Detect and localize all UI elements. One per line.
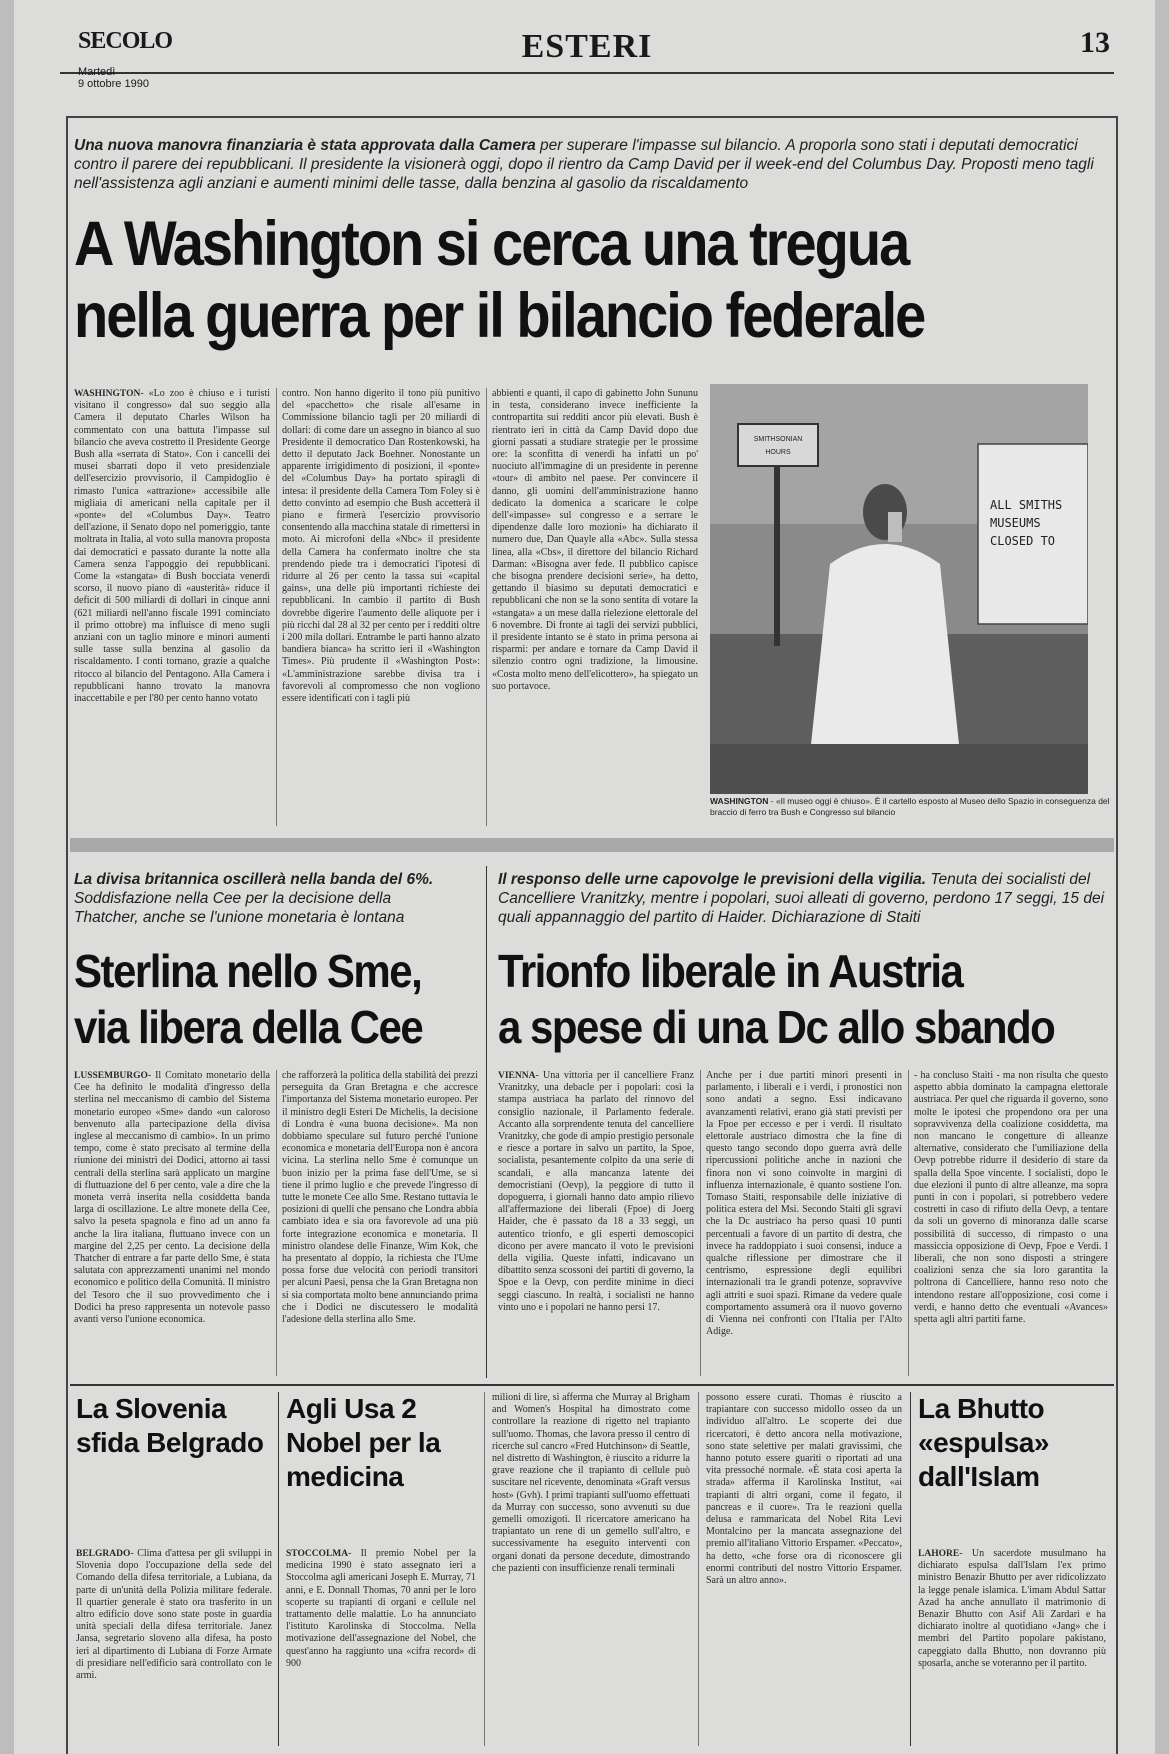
sterlina-column-2 xyxy=(282,1070,478,1378)
sterlina-column-1 xyxy=(74,1070,270,1378)
photo-caption xyxy=(710,796,1110,818)
page-header xyxy=(60,22,1114,90)
nobel-headline: Agli Usa 2 Nobel per la medicina xyxy=(286,1393,441,1492)
svg-text:SMITHSONIAN: SMITHSONIAN xyxy=(753,436,803,443)
column-rule xyxy=(486,388,487,826)
photo-caption-place: WASHINGTON xyxy=(710,796,769,806)
section-title: ESTERI xyxy=(521,28,653,65)
slovenia-dateline: BELGRADO xyxy=(76,1549,131,1559)
issue-full-date: 9 ottobre 1990 xyxy=(78,78,149,90)
bhutto-dateline: LAHORE xyxy=(918,1549,960,1559)
lead-column-3 xyxy=(492,388,698,828)
austria-column-2 xyxy=(706,1070,902,1378)
museum-photo-illustration xyxy=(710,384,1088,794)
bhutto-headline: La Bhutto «espulsa» dall'Islam xyxy=(918,1393,1049,1492)
lead-col2-text: contro. Non hanno digerito il tono più punitivo del «pacchetto» che risale all'esame in Commissione bilancio tagli per 20 miliardi di dollari: di come dare un assegno in bianco al suo Presidente il democratico Dan Rostenkowski, ha detto il deputato Jack Boehner. Nonostante un apparente irrigidimento di posizioni, il «ponte» del «Columbus Day» ha portato spiragli di intesa: il presidente della Camera Tom Foley si è detto convinto ad esempio che Bush accetterà il piano e firmerà l'esercizio provvisorio consentendo alla macchina statale di rimettersi in moto. Ai microfoni della «Nbc» il presidente della Camera ha confermato inoltre che sta prendendo piede tra i democratici l'ipotesi di ridurre al 26 per cento la tassa sui «capital gains», una delle più importanti richieste dei repubblicani. In cambio il partito di Bush dovrebbe digerire l'aumento delle aliquote per i più ricchi dal 28 al 32 per cento per i redditi oltre i 200 mila dollari. Entrambe le parti hanno alzato bandiera bianca» ha scritto ieri il «Washington Times». Più prudente il «Washington Post»: «L'amministrazione sarebbe divisa tra i favorevoli al compromesso che non vogliono essere identificati con i tagli più xyxy=(282,388,480,705)
lead-headline xyxy=(74,208,1104,358)
page-number: 13 xyxy=(1080,26,1110,59)
sterlina-kicker xyxy=(74,870,454,932)
sterlina-kicker-bold: La divisa britannica oscillerà nella banda del 6%. xyxy=(74,871,434,888)
sterlina-headline-line2: via libera della Cee xyxy=(74,1001,423,1053)
newspaper-page xyxy=(14,0,1155,1754)
section-divider-band xyxy=(70,838,1114,852)
austria-column-3 xyxy=(914,1070,1108,1378)
nobel-column-3 xyxy=(706,1392,902,1744)
lead-column-2 xyxy=(282,388,480,828)
slovenia-headline: La Slovenia sfida Belgrado xyxy=(76,1393,264,1458)
austria-col3-text: - ha concluso Staiti - ma non risulta che questo aspetto abbia dominato la campagna elettorale austriaca. Per quel che riguarda il governo, sono molte le ipotesi che propendono ora per una sopravvivenza della coalizione cosiddetta, ma non mancano le congetture di alleanze alternative, considerato che l'umiliazione della Oevp potrebbe ridurre il desiderio di stare da spalla della Spoe vincente. I socialisti, dopo le due elezioni il punto di altre alleanze, ma sopra punti in con i popolari, si potrebbero vedere costretti in caso di rifiuto della Oevp, a tentare da soli un governo di minoranza dalle scarse possibilità di successo, di rimpasto o una massiccia opposizione di Oevp, Fpoe e Verdi. I liberali, che non sono disposti a stringere coalizioni senza che sia loro garantita la poltrona di Cancelliere, hanno reso noto che intendono restare all'opposizione, così come i verdi, e hanno detto che eventuali «Avances» spetta agli altri partiti farne. xyxy=(914,1070,1108,1326)
issue-weekday: Martedì xyxy=(78,66,116,78)
svg-text:MUSEUMS: MUSEUMS xyxy=(990,516,1041,530)
nobel-col1-text: - Il premio Nobel per la medicina 1990 è stato assegnato ieri a Stoccolma agli americani Joseph E. Murray, 71 anni, e E. Donnall Thomas, 70 anni per le loro scoperte su trapianti di organi e cellule nel trattamento delle malattie. Lo ha annunciato l'istituto Karolinska di Stoccolma. Nella motivazione dell'assegnazione del Nobel, che quest'anno ha raggiunto una «cifra record» di 900 xyxy=(286,1548,476,1669)
sterlina-kicker-rest: Soddisfazione nella Cee per la decisione della Thatcher, anche se l'unione monetaria è lontana xyxy=(74,890,405,926)
austria-col1-text: - Una vittoria per il cancelliere Franz Vranitzky, una debacle per i popolari: così la stampa austriaca ha parlato del rinnovo del consiglio nazionale, il Parlamento federale. Accanto alla sorprendente tenuta del cancelliere Vranitzky, che gode di ampio prestigio personale e riesce a portare in salvo un partito, la Spoe, socialista, pesantemente colpito da una serie di scandali, e alla mancanza latente dei democristiani (Oevp), la peggiore di tutto il dopoguerra, i giornali hanno dato ampio rilievo all'affermazione dei liberali (Fpoe) di Joerg Haider, che è passato da 18 a 33 seggi, un autentico trionfo, e gli esperti demoscopici dicono per avere mancato il voto le previsioni della vigilia. Queste infatti, indicavano un dibattito senza scossoni dei partiti di governo, la Spoe e la Oevp, con perdite minime in dieci seggi ciascuno. In realtà, i socialisti ne hanno vinto uno e i popolari ne hanno persi 17. xyxy=(498,1070,694,1313)
column-rule xyxy=(276,388,277,826)
issue-date xyxy=(78,66,149,90)
column-rule xyxy=(698,1392,699,1746)
lead-kicker xyxy=(74,136,1104,198)
nobel-col3-text: possono essere curati. Thomas è riuscito a trapiantare con successo midollo osseo da un individuo all'altro. Le scoperte dei due ricercatori, è detto ancora nella motivazione, sono state selettive per malati gravissimi, che hanno potuto essere guariti o riportati ad una vita pressoché normale. «È stata così aperta la strada» afferma il Karolinska Institut, «ai trapianti di altri organi, come il fegato, il pancreas e il cuore». Tra le reazioni quella delusa e rammaricata del Nobel Rita Levi Montalcino per la mancata assegnazione del premio all'italiano Vittorio Erspamer. «Peccato», ha detto, «che forse ora di riconoscere gli enormi contributi del nostro Vittorio Erspamer. Sarà un altro anno». xyxy=(706,1392,902,1587)
sterlina-headline-line1: Sterlina nello Sme, xyxy=(74,945,422,997)
austria-headline-line2: a spese di una Dc allo sbando xyxy=(498,1001,1055,1053)
lead-col1-text: - «Lo zoo è chiuso e i turisti visitano il congresso» dal suo seggio alla Camera il deputato Charles Wilson ha commentato con una battuta l'impasse sul bilancio che aveva costretto il Presidente George Bush alla «serrata di Stato». Con i cancelli dei musei sbarrati dopo il veto presidenziale dell'esercizio provvisorio, il Campidoglio è rimasto l'unica «attrazione» accessibile alle migliaia di americani nella capitale per il «ponte» del «Columbus Day». Teatro dell'azione, il Senato dopo nel pomeriggio, tante moltrata in Italia, al voto sulla manovra proposta dai democratici e passato durante la notte alla Camera senza l'appoggio dei repubblicani. Come la «stangata» di Bush bocciata venerdì scorso, il nuovo piano di «austerità» riduce il deficit di 500 miliardi di dollari in cinque anni (621 miliardi nell'anno fiscale 1991 cominciato il primo ottobre) ma influisce di meno sugli anziani con un taglio minore e minori aumenti sulle tasse sulla benzina al gasolio da riscaldamento. I conti tornano, grazie a qualche ritocco al bilancio del Pentagono. Alla Camera i repubblicani hanno trovato la manovra inaccettabile e per l'80 per cento hanno votato xyxy=(74,388,270,705)
austria-headline-line1: Trionfo liberale in Austria xyxy=(498,945,963,997)
photo-caption-text: - «Il museo oggi è chiuso». È il cartello esposto al Museo dello Spazio in conseguenza del braccio di ferro tra Bush e Congresso sul bilancio xyxy=(710,796,1110,817)
lead-kicker-rest: per superare l'impasse sul bilancio. A proporla sono stati i deputati democratici contro il parere dei repubblicani. Il presidente la visionerà oggi, dopo il rientro da Camp David per il week-end del Columbus Day. Proposti meno tagli nell'assistenza agli anziani e aumenti minimi delle tasse, dalla benzina al gasolio da riscaldamento xyxy=(74,137,1094,192)
slovenia-column xyxy=(76,1548,272,1744)
nobel-col2-text: milioni di lire, si afferma che Murray al Brigham and Women's Hospital ha dimostrato come controllare la reazione di rigetto nel trapianto sull'uomo. Thomas, che lavora presso il centro di ricerche sul cancro «Fred Hutchinson» di Seattle, nel distretto di Washington, è riuscito a ridurre la grave reazione che il trapianto di cellule può suscitare nel ricevente, denominata «Graft versus host» (Gvh). I primi trapianti sull'uomo effettuati da Murray con successo, sono avvenuti su due gemelli omozigoti. Il ricercatore americano ha trapiantato un rene di un gemello sull'altro, e successivamente ha eseguito interventi con organi donati da persone decedute, dimostrando che pazienti con insufficienze renali terminali xyxy=(492,1392,690,1574)
column-rule xyxy=(484,1392,485,1746)
bhutto-text: - Un sacerdote musulmano ha dichiarato espulsa dall'Islam l'ex primo ministro Benazir Bhutto per aver ridicolizzato la legge penale islamica. L'imam Abdul Sattar Azad ha anche annullato il matrimonio di Benazir Bhutto con Asif Ali Zardari e ha dichiarato inoltre al quotidiano «Jang» che i membri del Partito popolare pakistano, capeggiato dalla Bhutto, non dovranno più sposarla, anche se voteranno per il partito. xyxy=(918,1548,1106,1669)
austria-headline xyxy=(498,942,1108,1064)
austria-kicker xyxy=(498,870,1108,932)
nobel-dateline: STOCCOLMA xyxy=(286,1549,349,1559)
sterlina-dateline: LUSSEMBURGO xyxy=(74,1071,148,1081)
lead-headline-line1: A Washington si cerca una tregua xyxy=(74,208,909,279)
lead-dateline: WASHINGTON xyxy=(74,389,141,399)
column-rule xyxy=(700,1070,701,1376)
newspaper-logo: SECOLO xyxy=(78,28,173,54)
lead-col3-text: abbienti e quanti, il capo di gabinetto John Sununu in testa, considerano invece inefficiente la contropartita sui redditi ancor più elevati. Bush è rientrato ieri in città da Camp David dopo due giorni passati a studiare strategie per le prossime ore: la sconfitta di venerdì ha infatti un po' nuociuto all'immagine di un presidente in perenne «tour» di ambito nel paese. Per convincere il danno, gli uomini dell'amministrazione hanno dedicato la domenica a scaricare le colpe dell'«impasse» sul congresso e a serrare le dipendenze dalle loro mozioni» ha dichiarato il numero due, Dan Quayle alla «Abc». Sulla stessa linea, alla «Cbs», il direttore del bilancio Richard Darman: «Bisogna aver fede. Il pubblico capisce che bisogna prendere decisioni serie», ha detto, gettando il biasimo su deputati democratici e repubblicani che non se la sono sentita di votare la «stangata» a un mese dalla rielezione elettorale del 6 novembre. Di fronte ai tagli dei servizi pubblici, il presidente intanto se è stato in prima persona ai risparmi: per andare e tornare da Camp David il silenzio contro ogni tradizione, la limousine. «Costa molto meno dell'elicottero», ha spiegato un suo portavoce. xyxy=(492,388,698,692)
slovenia-text: - Clima d'attesa per gli sviluppi in Slovenia dopo l'occupazione della sede del Comando della difesa territoriale, a Lubiana, da parte di un'unità della Polizia militare federale. Il quartier generale è stato ora trasferito in un altro edificio dove sono state poste in guardia unità speciali della difesa territoriale. Janez Jansa, segretario sloveno alla difesa, ha posto ieri al dipartimento di Lubiana di Forze Armate di presidiare nell'edificio sarà controllato con le armi. xyxy=(76,1548,272,1682)
sterlina-headline xyxy=(74,942,474,1064)
svg-text:ALL SMITHS: ALL SMITHS xyxy=(990,498,1063,512)
lead-kicker-bold: Una nuova manovra finanziaria è stata approvata dalla Camera xyxy=(74,137,536,154)
svg-text:HOURS: HOURS xyxy=(765,449,791,456)
article-separator xyxy=(486,866,487,1378)
article-separator xyxy=(910,1392,911,1746)
svg-text:CLOSED TO: CLOSED TO xyxy=(990,534,1056,548)
austria-kicker-rest: Tenuta dei socialisti del Cancelliere Vranitzky, mentre i popolari, suoi alleati di governo, perdono 17 seggi, 15 dei quali appannaggio del partito di Haider. Dichiarazione di Staiti xyxy=(498,871,1105,926)
lead-headline-line2: nella guerra per il bilancio federale xyxy=(74,280,925,351)
sterlina-col1-text: - Il Comitato monetario della Cee ha definito le modalità d'ingresso della sterlina nel meccanismo di cambio del Sistema monetario europeo «Sme» dando «un caloroso benvenuto alla partecipazione della divisa inglese al meccanismo di cambio». In un primo tempo, come è stato precisato al termine della riunione dei ministri dei Dodici, attorno ai tassi centrali della sterlina sarà applicato un margine di fluttuazione del 6 per cento, vale a dire che la moneta verrà inserita nella cosiddetta banda larga di oscillazione. Le altre monete della Cee, salvo la peseta spagnola e fino ad un anno fa anche la lira italiana, fluttuano invece con un margine del 2,25 per cento. La decisione della Thatcher di entrare a far parte dello Sme, è stata salutata con apprezzamenti unanimi nel mondo economico e politico della Comunità. Il ministro del Tesoro che il suo provvedimento che i Dodici ha preso rappresenta un notevole passo avanti verso l'unione economica. xyxy=(74,1070,270,1326)
sterlina-col2-text: che rafforzerà la politica della stabilità dei prezzi perseguita da Gran Bretagna e che accresce l'importanza del Sistema monetario europeo. Per il ministro degli Esteri De Michelis, la decisione di Londra è «una buona decisione». Ma non dobbiamo speculare sul futuro perché l'unione economica e monetaria dell'Europa non è ancora vicina. La sterlina nello Sme è comunque un buon inizio per la prima fase dell'Ume, se si tiene il primo luglio e che prevede l'ingresso di tutte le monete Cee allo Sme. Restano tuttavia le posizioni di quelli che pensano che Londra abbia cambiato idea e sia ora favorevole ad una più forte integrazione economica e monetaria. Il ministro olandese delle Finanze, Wim Kok, che ha presentato al doppio, la richiesta che l'Ume possa forse due velocità con periodi transitori per alcuni Paesi, pensa che la Gran Bretagna non si sia comportata molto bene annunciando prima che i Dodici ne discutessero le modalità l'adesione della sterlina allo Sme. xyxy=(282,1070,478,1326)
austria-column-1 xyxy=(498,1070,694,1378)
column-rule xyxy=(276,1070,277,1376)
nobel-column-2 xyxy=(492,1392,690,1744)
austria-kicker-bold: Il responso delle urne capovolge le previsioni della vigilia. xyxy=(498,871,927,888)
austria-dateline: VIENNA xyxy=(498,1071,536,1081)
bottom-section-rule xyxy=(70,1384,1114,1386)
museum-photo xyxy=(710,384,1088,794)
lead-column-1 xyxy=(74,388,270,828)
article-separator xyxy=(278,1392,279,1746)
bhutto-column xyxy=(918,1548,1106,1744)
austria-col2-text: Anche per i due partiti minori presenti in parlamento, i liberali e i verdi, i pronostici non sono andati a segno. Essi indicavano avanzamenti relativi, erano già stati previsti per la Fpoe per eccesso e per i verdi. Il risultato elettorale austriaco dimostra che la fine di questo tango secondo dopo guerra avrà delle ripercussioni politiche anche in nazioni che finora non vi sono coinvolte in margini di influenza internazionale, è quanto sostiene l'on. Tomaso Staiti, responsabile delle iniziative di politica estera del Msi. Secondo Staiti gli sgravi che la Dc austriaco ha perso quasi 10 punti percentuali a favore di un partito di destra, che invece ha raddoppiato i suoi consensi, induce a qualche riflessione per dimostrare che il centrismo, espressione degli equilibri internazionali tra le grandi potenze, sopravvive agli attriti e suoi spazi. Rimane da vedere quale comportamento assumerà ora il nuovo governo di Vienna nei confronti con l'Italia per l'Alto Adige. xyxy=(706,1070,902,1338)
nobel-column-1 xyxy=(286,1548,476,1744)
column-rule xyxy=(908,1070,909,1376)
